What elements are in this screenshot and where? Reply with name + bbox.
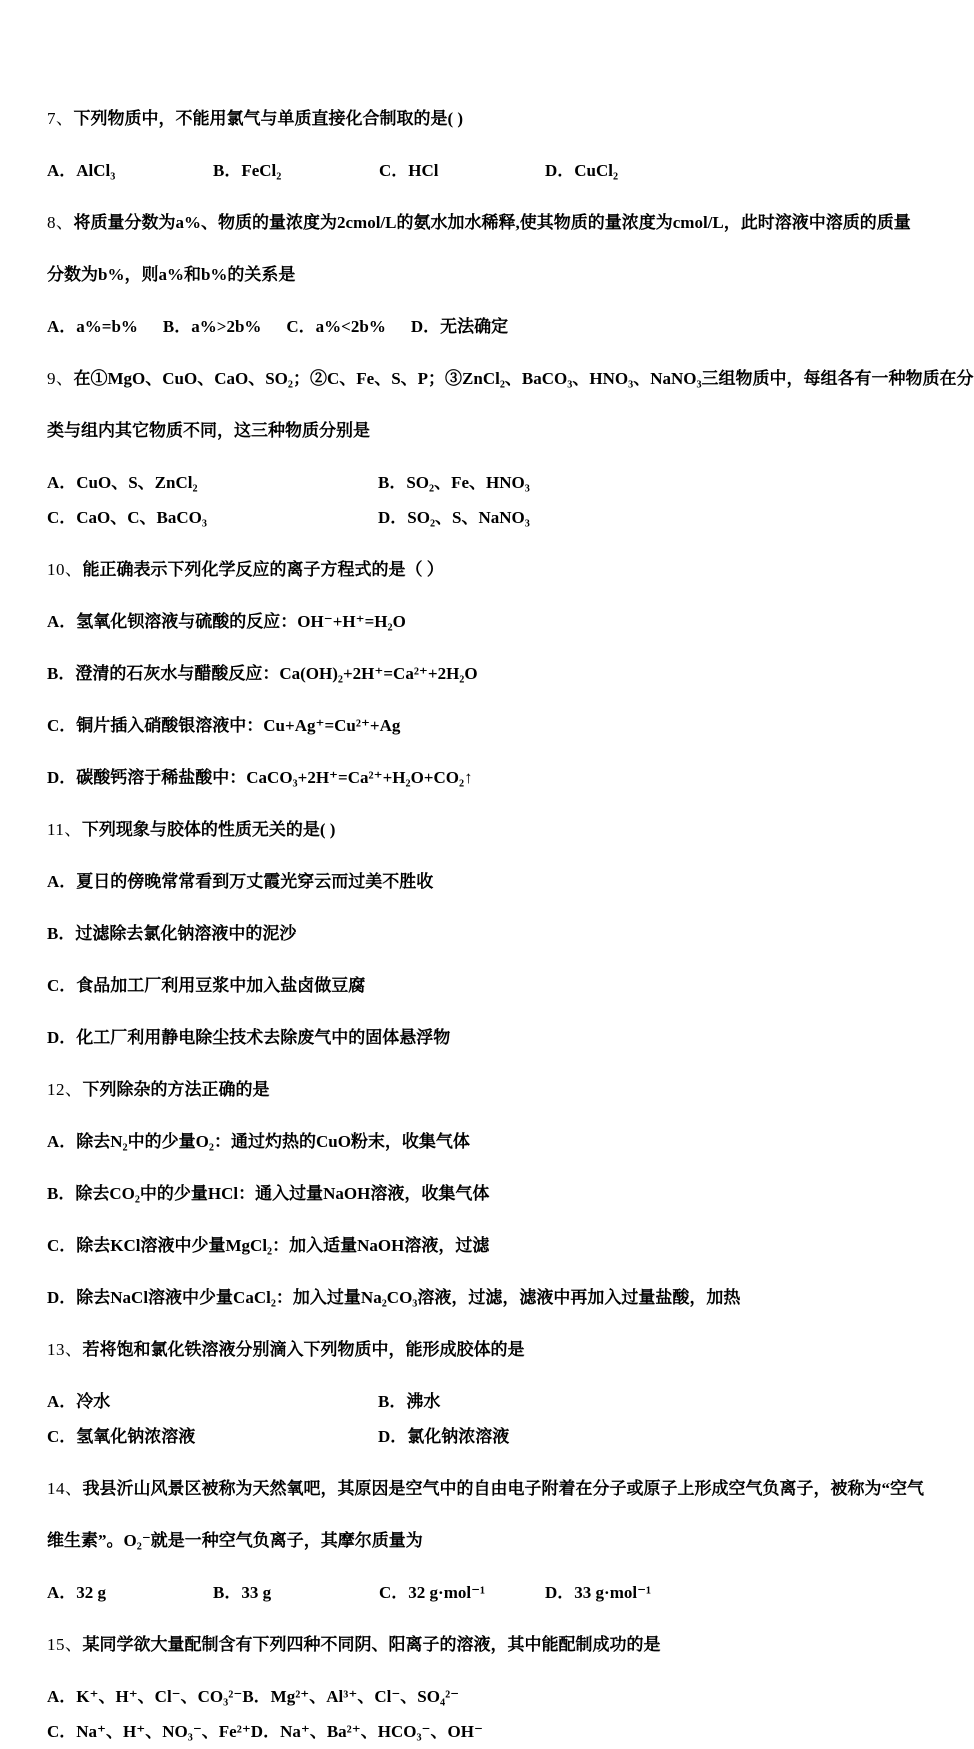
option-12b: B．除去CO₂中的少量HCl：通入过量NaOH溶液，收集气体	[47, 1184, 490, 1203]
question-number: 10、	[47, 560, 83, 579]
option-10d: D．碳酸钙溶于稀盐酸中：CaCO₃+2H⁺=Ca²⁺+H₂O+CO₂↑	[47, 768, 473, 787]
option-9b: B．SO₂、Fe、HNO₃	[378, 473, 530, 492]
question-8-options	[47, 309, 910, 344]
option-13a: A．冷水	[47, 1392, 111, 1411]
option-14b: B．33 g	[213, 1583, 272, 1602]
option-7d: D．CuCl₂	[545, 161, 619, 180]
option-7b: B．FeCl₂	[213, 161, 282, 180]
question-11	[47, 812, 910, 1055]
question-15-options-row2	[47, 1714, 910, 1749]
option-13d: D．氯化钠浓溶液	[378, 1427, 510, 1446]
question-15	[47, 1627, 910, 1749]
question-13-options-row2	[47, 1419, 910, 1454]
question-12-stem	[47, 1072, 910, 1107]
question-14	[47, 1471, 924, 1610]
option-7a: A．AlCl₃	[47, 161, 116, 180]
question-11-stem	[47, 812, 910, 847]
option-9c: C．CaO、C、BaCO₃	[47, 508, 207, 527]
question-stem-text: 某同学欲大量配制含有下列四种不同阴、阳离子的溶液，其中能配制成功的是	[82, 1635, 661, 1654]
option-14c: C．32 g·mol⁻¹	[379, 1583, 486, 1602]
question-10	[47, 552, 910, 795]
question-15-stem	[47, 1627, 910, 1662]
question-number: 11、	[47, 820, 82, 839]
option-8c: C．a%<2b%	[286, 317, 386, 336]
question-13	[47, 1332, 910, 1454]
question-13-stem	[47, 1332, 910, 1367]
option-12a: A．除去N₂中的少量O₂：通过灼热的CuO粉末，收集气体	[47, 1132, 470, 1151]
question-number: 15、	[47, 1635, 83, 1654]
question-14-options	[47, 1575, 910, 1610]
question-stem-text: 下列现象与胶体的性质无关的是( )	[81, 820, 336, 839]
question-15-options-row1	[47, 1679, 910, 1714]
question-7	[47, 101, 910, 188]
option-13c: C．氢氧化钠浓溶液	[47, 1427, 196, 1446]
question-12	[47, 1072, 910, 1315]
question-14-stem	[47, 1471, 924, 1506]
question-8-stem-line2: 分数为b%，则a%和b%的关系是	[47, 265, 296, 284]
question-stem-text: 将质量分数为a%、物质的量浓度为2cmol/L的氨水加水稀释,使其物质的量浓度为cmol/L，此时溶液中溶质的质量	[73, 213, 911, 232]
option-14a: A．32 g	[47, 1583, 107, 1602]
question-7-stem	[47, 101, 910, 136]
option-11c: C．食品加工厂利用豆浆中加入盐卤做豆腐	[47, 976, 366, 995]
option-9d: D．SO₂、S、NaNO₃	[378, 508, 530, 527]
option-8d: D．无法确定	[410, 317, 509, 336]
option-15a: A．K⁺、H⁺、Cl⁻、CO₃²⁻	[47, 1687, 243, 1706]
option-15b: B．Mg²⁺、Al³⁺、Cl⁻、SO₄²⁻	[242, 1687, 460, 1706]
question-7-options	[47, 153, 910, 188]
option-10b: B．澄清的石灰水与醋酸反应：Ca(OH)₂+2H⁺=Ca²⁺+2H₂O	[47, 664, 478, 683]
question-9-stem-line2: 类与组内其它物质不同，这三种物质分别是	[47, 421, 370, 440]
option-7c: C．HCl	[379, 161, 439, 180]
option-11d: D．化工厂利用静电除尘技术去除废气中的固体悬浮物	[47, 1028, 451, 1047]
option-11a: A．夏日的傍晚常常看到万丈霞光穿云而过美不胜收	[47, 872, 434, 891]
option-15c: C．Na⁺、H⁺、NO₃⁻、Fe²⁺	[47, 1722, 251, 1741]
question-number: 8、	[47, 213, 74, 232]
question-8-stem	[47, 205, 910, 240]
question-9	[47, 361, 974, 535]
option-10c: C．铜片插入硝酸银溶液中：Cu+Ag⁺=Cu²⁺+Ag	[47, 716, 401, 735]
option-14d: D．33 g·mol⁻¹	[545, 1583, 652, 1602]
option-8b: B．a%>2b%	[162, 317, 262, 336]
question-14-stem-line2: 维生素”。O₂⁻就是一种空气负离子，其摩尔质量为	[47, 1531, 423, 1550]
option-11b: B．过滤除去氯化钠溶液中的泥沙	[47, 924, 297, 943]
option-15d: D．Na⁺、Ba²⁺、HCO₃⁻、OH⁻	[250, 1722, 483, 1741]
question-stem-text: 若将饱和氯化铁溶液分别滴入下列物质中，能形成胶体的是	[82, 1340, 525, 1359]
option-10a: A．氢氧化钡溶液与硫酸的反应：OH⁻+H⁺=H₂O	[47, 612, 406, 631]
option-8a: A．a%=b%	[47, 317, 138, 336]
option-12c: C．除去KCl溶液中少量MgCl₂：加入适量NaOH溶液，过滤	[47, 1236, 490, 1255]
question-stem-text: 下列除杂的方法正确的是	[82, 1080, 270, 1099]
question-10-stem	[47, 552, 910, 587]
question-stem-text: 能正确表示下列化学反应的离子方程式的是（ ）	[82, 560, 444, 579]
question-stem-text: 在①MgO、CuO、CaO、SO₂；②C、Fe、S、P；③ZnCl₂、BaCO₃、HNO₃、NaNO₃三组物质中，每组各有一种物质在分	[73, 369, 974, 388]
question-stem-text: 下列物质中，不能用氯气与单质直接化合制取的是( )	[73, 109, 464, 128]
question-stem-text: 我县沂山风景区被称为天然氧吧，其原因是空气中的自由电子附着在分子或原子上形成空气负离子，被称为“空气	[82, 1479, 924, 1498]
option-9a: A．CuO、S、ZnCl₂	[47, 473, 198, 492]
option-13b: B．沸水	[378, 1392, 441, 1411]
question-number: 13、	[47, 1340, 83, 1359]
question-number: 7、	[47, 109, 74, 128]
question-13-options-row1	[47, 1384, 910, 1419]
question-9-options-row1	[47, 465, 910, 500]
question-9-stem	[47, 361, 974, 396]
question-8	[47, 205, 910, 344]
option-12d: D．除去NaCl溶液中少量CaCl₂：加入过量Na₂CO₃溶液，过滤，滤液中再加入过量盐酸，加热	[47, 1288, 741, 1307]
question-9-options-row2	[47, 500, 910, 535]
question-number: 9、	[47, 369, 74, 388]
question-number: 14、	[47, 1479, 83, 1498]
question-number: 12、	[47, 1080, 83, 1099]
